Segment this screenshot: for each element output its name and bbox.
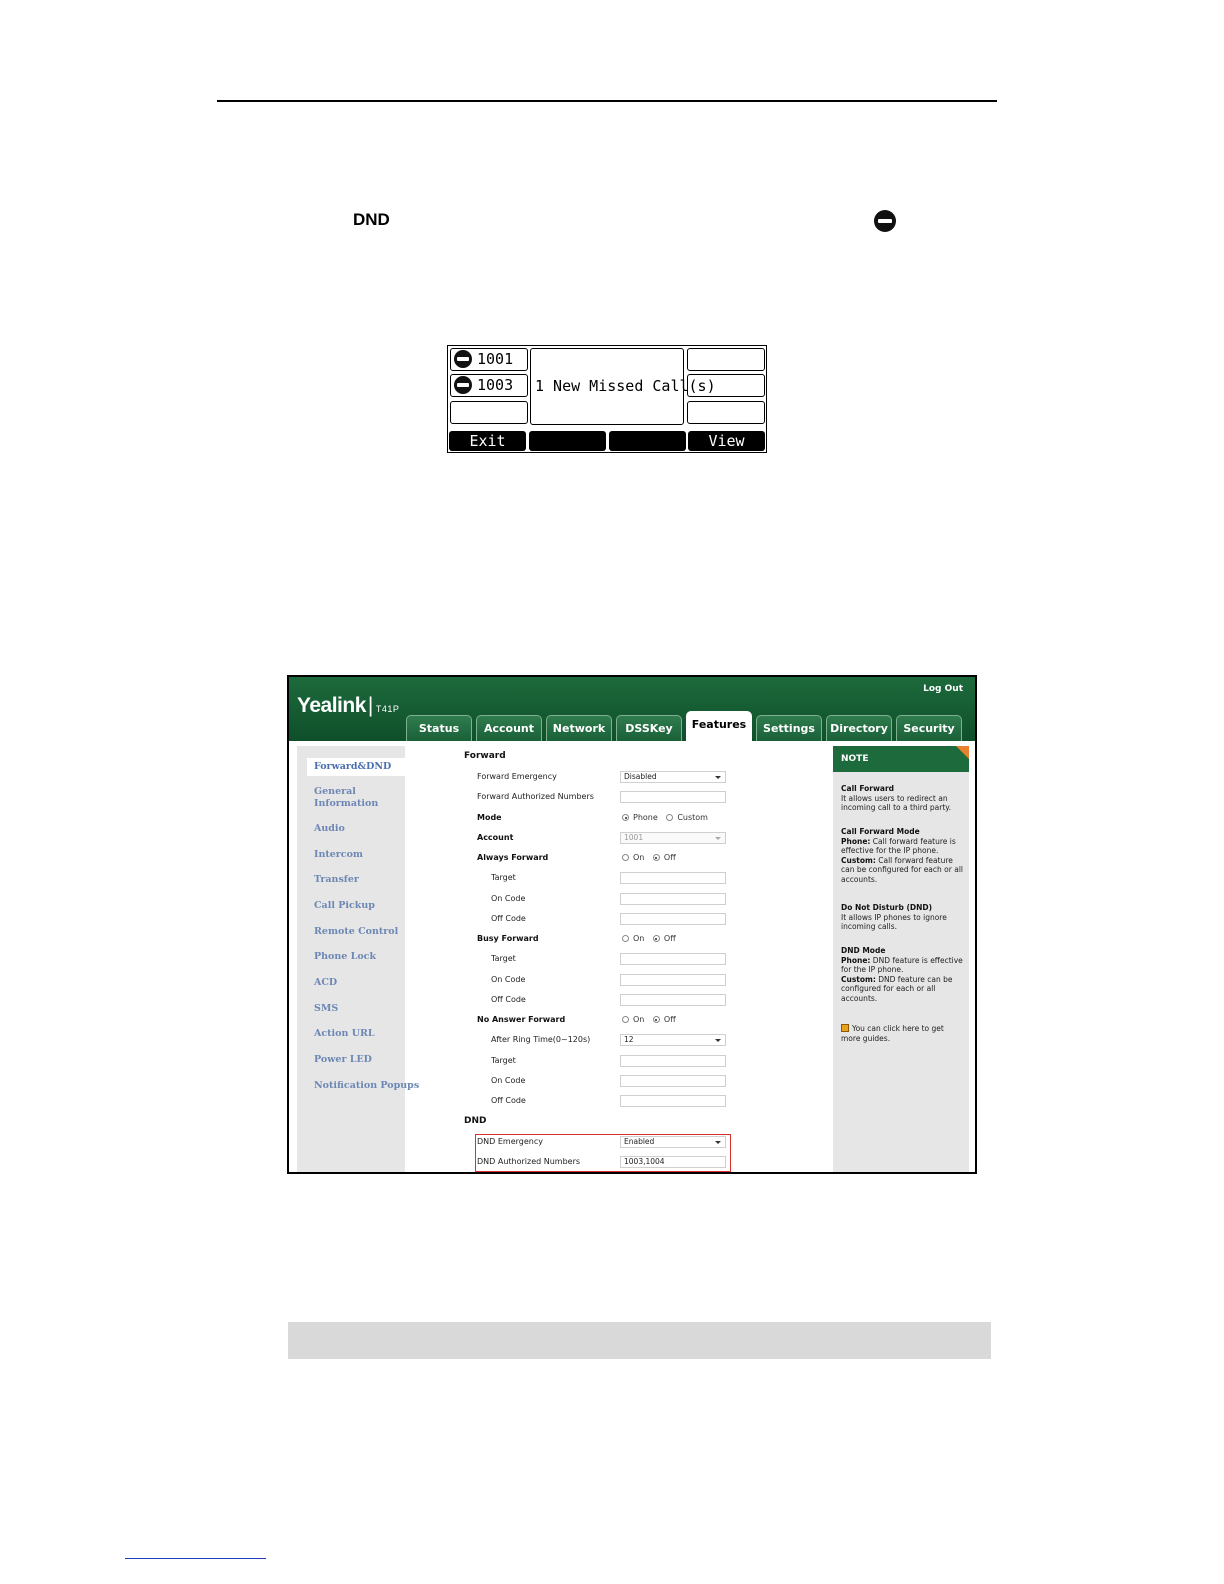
always-target-label: Target	[491, 873, 516, 882]
busy-off-code-label: Off Code	[491, 995, 526, 1004]
line-key-label: 1001	[477, 350, 514, 368]
busy-target-label: Target	[491, 954, 516, 963]
radio-checked-icon	[653, 854, 660, 861]
dnd-icon	[454, 350, 472, 368]
sidebar-item-general-information[interactable]: General Information	[314, 786, 379, 809]
always-on-code-input[interactable]	[620, 893, 726, 905]
no-answer-target-input[interactable]	[620, 1055, 726, 1067]
dnd-authorized-numbers-label: DND Authorized Numbers	[477, 1157, 581, 1166]
mode-label: Mode	[477, 813, 502, 822]
content-area	[289, 741, 975, 1174]
exit-softkey[interactable]: Exit	[449, 431, 526, 451]
footer-rule	[125, 1558, 266, 1559]
sidebar-item-forward-dnd[interactable]: Forward&DND	[307, 758, 407, 776]
tab-security[interactable]: Security	[896, 715, 962, 741]
lcd-message-area	[530, 348, 716, 425]
no-answer-target-label: Target	[491, 1056, 516, 1065]
tip-icon	[841, 1024, 849, 1032]
sidebar-item-notification-popups[interactable]: Notification Popups	[314, 1080, 420, 1091]
forward-emergency-select[interactable]: Disabled	[620, 771, 726, 783]
no-answer-on-code-input[interactable]	[620, 1075, 726, 1087]
view-softkey[interactable]: View	[688, 431, 765, 451]
sidebar-item-power-led[interactable]: Power LED	[314, 1054, 372, 1065]
top-bar	[289, 677, 975, 741]
logout-link[interactable]: Log Out	[923, 684, 963, 694]
dnd-emergency-select[interactable]: Enabled	[620, 1136, 726, 1148]
line-key-6[interactable]	[687, 401, 765, 424]
radio-checked-icon	[653, 935, 660, 942]
sidebar-item-action-url[interactable]: Action URL	[314, 1028, 375, 1039]
always-off-code-input[interactable]	[620, 913, 726, 925]
busy-forward-label: Busy Forward	[477, 934, 539, 943]
forward-emergency-label: Forward Emergency	[477, 772, 557, 781]
busy-on-code-label: On Code	[491, 975, 526, 984]
busy-forward-off-option[interactable]: Off	[653, 934, 676, 943]
always-target-input[interactable]	[620, 872, 726, 884]
softkey-3[interactable]	[609, 431, 686, 451]
sidebar-item-remote-control[interactable]: Remote Control	[314, 926, 399, 937]
sidebar	[297, 746, 420, 1174]
sidebar-item-call-pickup[interactable]: Call Pickup	[314, 900, 375, 911]
sidebar-item-intercom[interactable]: Intercom	[314, 849, 363, 860]
dnd-emergency-label: DND Emergency	[477, 1137, 543, 1146]
always-on-code-label: On Code	[491, 894, 526, 903]
note-corner-icon	[956, 746, 969, 759]
tab-account[interactable]: Account	[476, 715, 542, 741]
radio-icon	[666, 814, 673, 821]
sidebar-item-transfer[interactable]: Transfer	[314, 874, 359, 885]
note-dnd: Do Not Disturb (DND) It allows IP phones to ignore incoming calls.	[841, 903, 947, 931]
note-tip-link[interactable]: You can click here to get more guides.	[841, 1024, 944, 1043]
missed-call-message: 1 New Missed Call(s)	[535, 377, 716, 395]
radio-icon	[622, 1016, 629, 1023]
forward-authorized-numbers-label: Forward Authorized Numbers	[477, 792, 594, 801]
no-answer-forward-radio-group	[622, 1015, 682, 1024]
tab-features[interactable]: Features	[686, 711, 752, 743]
always-forward-label: Always Forward	[477, 853, 549, 862]
account-label: Account	[477, 833, 514, 842]
tab-dsskey[interactable]: DSSKey	[616, 715, 682, 741]
page-header-rule	[217, 100, 997, 102]
sidebar-item-phone-lock[interactable]: Phone Lock	[314, 951, 377, 962]
sidebar-item-sms[interactable]: SMS	[314, 1003, 339, 1014]
mode-phone-option[interactable]: Phone	[622, 813, 658, 822]
busy-target-input[interactable]	[620, 953, 726, 965]
after-ring-time-label: After Ring Time(0~120s)	[491, 1035, 591, 1044]
dnd-section-title: DND	[464, 1116, 487, 1126]
after-ring-time-select[interactable]: 12	[620, 1034, 726, 1046]
sidebar-item-audio[interactable]: Audio	[314, 823, 345, 834]
dnd-icon	[874, 210, 896, 232]
forward-section-title: Forward	[464, 751, 506, 761]
forward-authorized-numbers-input[interactable]	[620, 791, 726, 803]
line-key-4[interactable]	[687, 348, 765, 371]
yealink-logo: Yealink| T41P	[297, 694, 400, 717]
chevron-down-icon	[715, 837, 721, 840]
chevron-down-icon	[715, 1141, 721, 1144]
no-answer-forward-off-option[interactable]: Off	[653, 1015, 676, 1024]
radio-icon	[622, 935, 629, 942]
softkey-bar	[449, 431, 766, 452]
note-dnd-mode: DND Mode Phone: DND feature is effective for the IP phone. Custom: DND feature can be configured for each or all accounts.	[841, 946, 963, 1003]
busy-off-code-input[interactable]	[620, 994, 726, 1006]
chevron-down-icon	[715, 1039, 721, 1042]
busy-on-code-input[interactable]	[620, 974, 726, 986]
no-answer-forward-label: No Answer Forward	[477, 1015, 566, 1024]
web-ui-screenshot	[287, 675, 977, 1174]
chevron-down-icon	[715, 776, 721, 779]
tab-settings[interactable]: Settings	[756, 715, 822, 741]
tab-status[interactable]: Status	[406, 715, 472, 741]
line-key-2[interactable]	[450, 374, 528, 397]
line-key-5[interactable]	[687, 374, 765, 397]
busy-forward-on-option[interactable]: On	[622, 934, 644, 943]
note-call-forward-mode: Call Forward Mode Phone: Call forward feature is effective for the IP phone. Custom: Call forward feature can be configured for each or all accounts.	[841, 827, 963, 884]
tab-network[interactable]: Network	[546, 715, 612, 741]
softkey-2[interactable]	[529, 431, 606, 451]
no-answer-off-code-label: Off Code	[491, 1096, 526, 1105]
line-key-label: 1003	[477, 376, 514, 394]
always-off-code-label: Off Code	[491, 914, 526, 923]
dnd-softkey-label: DND	[353, 210, 390, 229]
always-forward-radio-group	[622, 853, 682, 862]
radio-icon	[622, 854, 629, 861]
mode-custom-option[interactable]: Custom	[666, 813, 708, 822]
line-key-3[interactable]	[450, 401, 528, 424]
note-call-forward: Call Forward It allows users to redirect an incoming call to a third party.	[841, 784, 952, 812]
note-title: NOTE	[833, 746, 969, 772]
line-key-1[interactable]	[450, 348, 528, 371]
note-bar	[288, 1322, 991, 1359]
account-select[interactable]: 1001	[620, 832, 726, 844]
sidebar-item-acd[interactable]: ACD	[314, 977, 338, 988]
radio-checked-icon	[653, 1016, 660, 1023]
always-forward-off-option[interactable]: Off	[653, 853, 676, 862]
phone-lcd-screen	[447, 345, 767, 453]
busy-forward-radio-group	[622, 934, 682, 943]
note-panel	[833, 746, 969, 1174]
mode-radio-group	[622, 813, 714, 822]
no-answer-on-code-label: On Code	[491, 1076, 526, 1085]
dnd-authorized-numbers-input[interactable]: 1003,1004	[620, 1156, 726, 1168]
radio-checked-icon	[622, 814, 629, 821]
tab-directory[interactable]: Directory	[826, 715, 892, 741]
dnd-icon	[454, 376, 472, 394]
no-answer-off-code-input[interactable]	[620, 1095, 726, 1107]
no-answer-forward-on-option[interactable]: On	[622, 1015, 644, 1024]
always-forward-on-option[interactable]: On	[622, 853, 644, 862]
